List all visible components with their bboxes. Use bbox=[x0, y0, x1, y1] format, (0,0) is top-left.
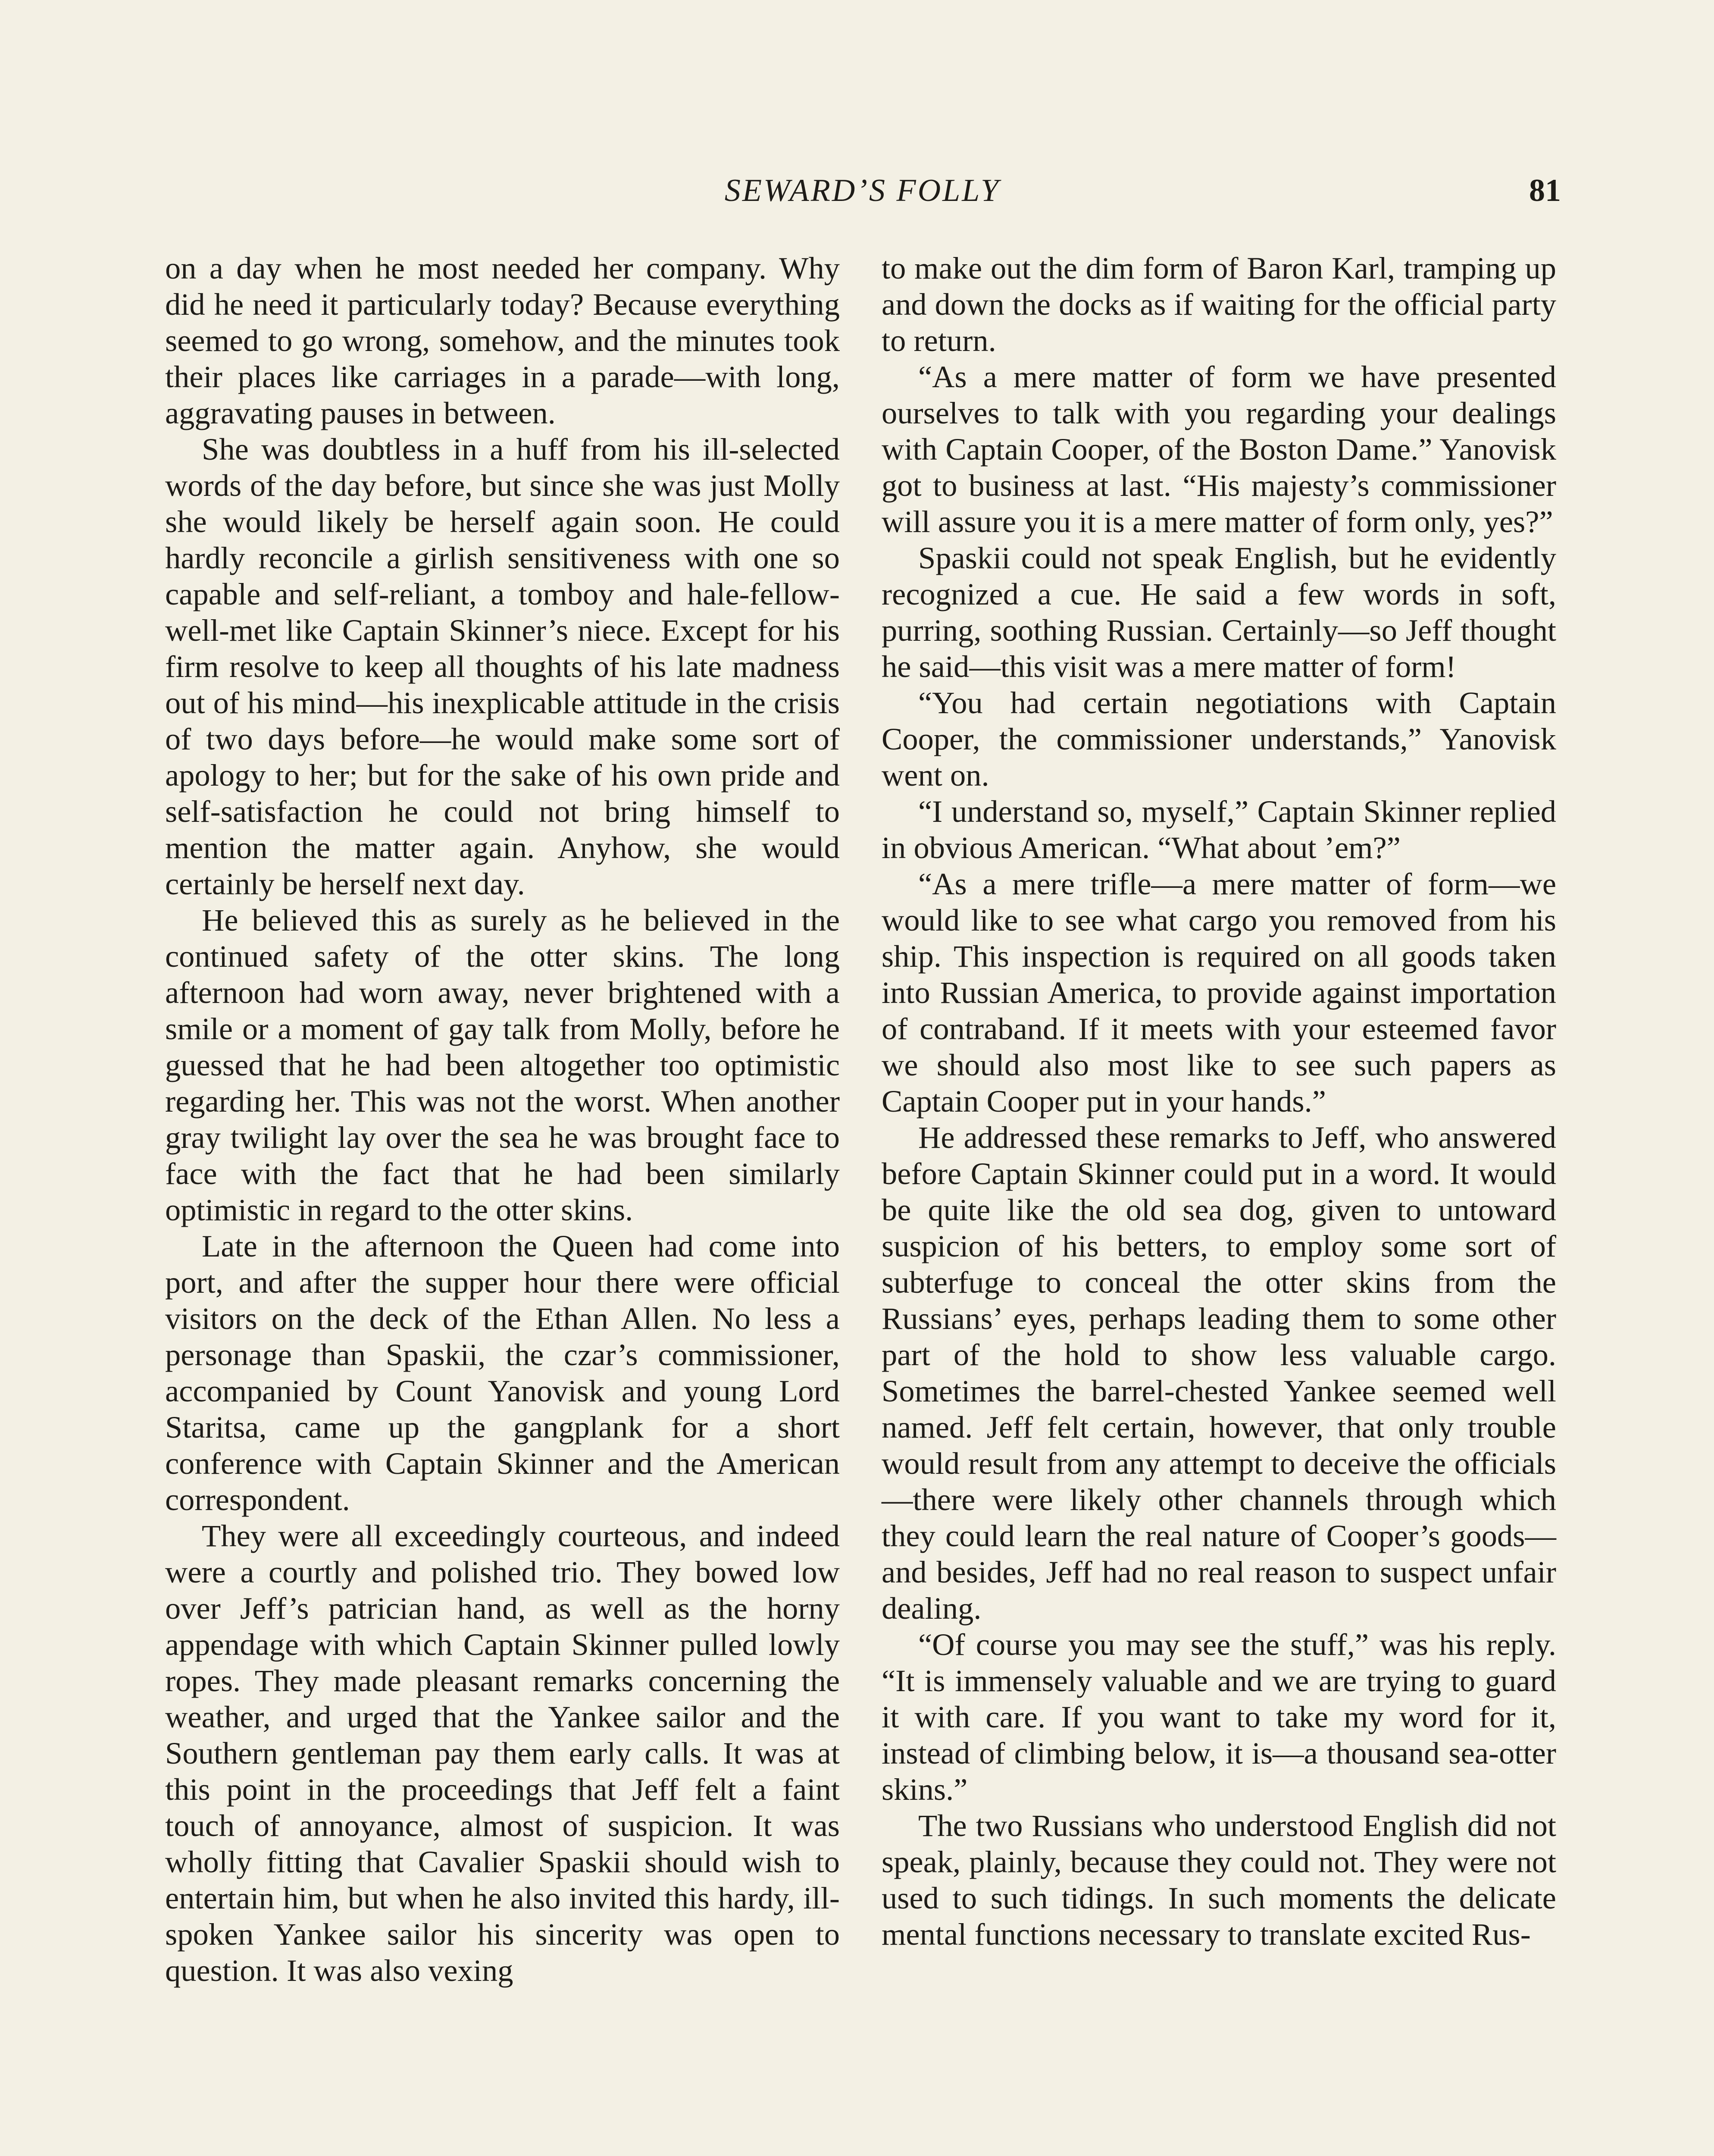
paragraph: They were all exceedingly courteous, and indeed were a courtly and polished trio. They bowed low over Jeff’s patrician hand, as well as the horny appendage with which Captain Skinner pulled lowly ropes. They made pleasant remarks concerning the weather, and urged that the Yankee sailor and the Southern gentleman pay them early calls. It was at this point in the proceedings that Jeff felt a faint touch of annoyance, almost of suspicion. It was wholly fitting that Cavalier Spaskii should wish to entertain him, but when he also invited this hardy, ill-spoken Yankee sailor his sincerity was open to question. It was also vexing bbox=[165, 1518, 840, 1988]
paragraph: on a day when he most needed her company. Why did he need it particularly today? Because everything seemed to go wrong, somehow, and the minutes took their places like carriages in a parade—with long, aggravating pauses in between. bbox=[165, 251, 840, 430]
paragraph: He addressed these remarks to Jeff, who answered before Captain Skinner could put in a word. It would be quite like the old sea dog, given to untoward suspicion of his betters, to employ some sort of subterfuge to conceal the otter skins from the Russians’ eyes, perhaps leading them to some other part of the hold to show less valuable cargo. Sometimes the barrel-chested Yankee seemed well named. Jeff felt certain, however, that only trouble would result from any attempt to deceive the officials—there were likely other channels through which they could learn the real nature of Cooper’s goods—and besides, Jeff had no real reason to suspect unfair dealing. bbox=[882, 1120, 1556, 1626]
paragraph: “As a mere trifle—a mere matter of form—we would like to see what cargo you removed from his ship. This inspection is required on all goods taken into Russian America, to provide against importation of contraband. If it meets with your esteemed favor we should also most like to see such papers as Captain Cooper put in your hands.” bbox=[882, 866, 1556, 1119]
paragraph: to make out the dim form of Baron Karl, tramping up and down the docks as if waiting for the official party to return. bbox=[882, 251, 1556, 358]
paragraph: The two Russians who understood English did not speak, plainly, because they could not. They were not used to such tidings. In such moments the delicate mental functions necessary to translate excited Rus- bbox=[882, 1808, 1556, 1952]
paragraph: She was doubtless in a huff from his ill-selected words of the day before, but since she was just Molly she would likely be herself again soon. He could hardly reconcile a girlish sensitiveness with one so capable and self-reliant, a tomboy and hale-fellow-well-met like Captain Skinner’s niece. Except for his firm resolve to keep all thoughts of his late madness out of his mind—his inexplicable attitude in the crisis of two days before—he would make some sort of apology to her; but for the sake of his own pride and self-satisfaction he could not bring himself to mention the matter again. Anyhow, she would certainly be herself next day. bbox=[165, 432, 840, 901]
left-column bbox=[165, 250, 840, 1989]
page-number: 81 bbox=[1529, 173, 1561, 208]
running-head bbox=[164, 172, 1561, 220]
right-column bbox=[882, 250, 1556, 1952]
paragraph: Spaskii could not speak English, but he evidently recognized a cue. He said a few words in soft, purring, soothing Russian. Certainly—so Jeff thought he said—this visit was a mere matter of form! bbox=[882, 540, 1556, 684]
paragraph: “Of course you may see the stuff,” was his reply. “It is immensely valuable and we are trying to guard it with care. If you want to take my word for it, instead of climbing below, it is—a thousand sea-otter skins.” bbox=[882, 1627, 1556, 1807]
running-title: SEWARD’S FOLLY bbox=[724, 173, 1001, 208]
paragraph: “You had certain negotiations with Captain Cooper, the commissioner understands,” Yanovisk went on. bbox=[882, 685, 1556, 793]
paragraph: He believed this as surely as he believed in the continued safety of the otter skins. The long afternoon had worn away, never brightened with a smile or a moment of gay talk from Molly, before he guessed that he had been altogether too optimistic regarding her. This was not the worst. When another gray twilight lay over the sea he was brought face to face with the fact that he had been similarly optimistic in regard to the otter skins. bbox=[165, 903, 840, 1227]
paragraph: “As a mere matter of form we have presented ourselves to talk with you regarding your dealings with Captain Cooper, of the Boston Dame.” Yanovisk got to business at last. “His majesty’s commissioner will assure you it is a mere matter of form only, yes?” bbox=[882, 359, 1556, 539]
paragraph: “I understand so, myself,” Captain Skinner replied in obvious American. “What about ’em?” bbox=[882, 794, 1556, 865]
paragraph: Late in the afternoon the Queen had come into port, and after the supper hour there were official visitors on the deck of the Ethan Allen. No less a personage than Spaskii, the czar’s commissioner, accompanied by Count Yanovisk and young Lord Staritsa, came up the gangplank for a short conference with Captain Skinner and the American correspondent. bbox=[165, 1228, 840, 1517]
